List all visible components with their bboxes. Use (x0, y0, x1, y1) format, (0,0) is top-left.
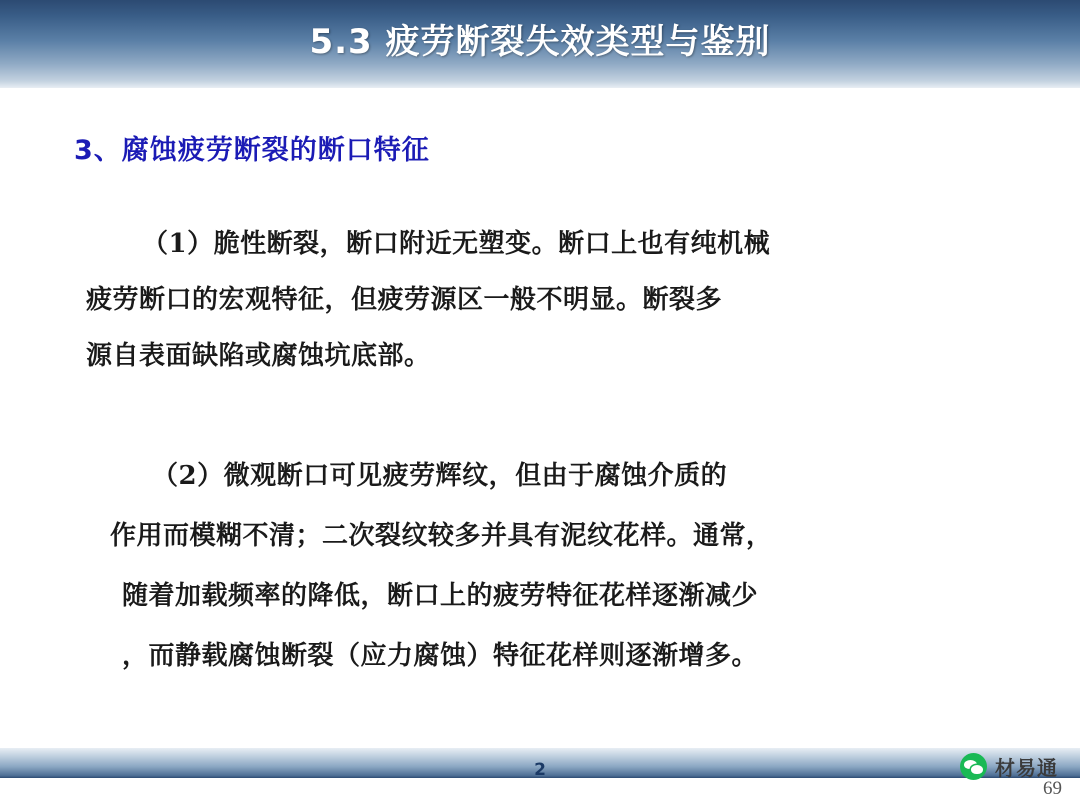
section-heading: 3、腐蚀疲劳断裂的断口特征 (74, 135, 430, 166)
paragraph-1-line-2: 疲劳断口的宏观特征，但疲劳源区一般不明显。断裂多 (86, 285, 723, 315)
slide-content (0, 88, 1080, 748)
paragraph-2 (96, 446, 1016, 686)
paragraph-1-line-1: （1）脆性断裂，断口附近无塑变。断口上也有纯机械 (142, 229, 771, 259)
page-title: 5.3 疲劳断裂失效类型与鉴别 (309, 22, 771, 62)
paragraph-2-line-3: 随着加载频率的降低，断口上的疲劳特征花样逐渐减少 (122, 581, 759, 611)
paragraph-2-line-4: ，而静载腐蚀断裂（应力腐蚀）特征花样则逐渐增多。 (122, 641, 759, 671)
watermark-label: 材易通 (995, 756, 1058, 780)
paragraph-1-line-3: 源自表面缺陷或腐蚀坑底部。 (86, 341, 431, 371)
page-number-right: 69 (1043, 778, 1062, 799)
paragraph-2-line-1: （2）微观断口可见疲劳辉纹，但由于腐蚀介质的 (152, 461, 728, 491)
paragraph-1 (86, 216, 996, 384)
page-number-center: 2 (534, 760, 546, 780)
slide-title-bar (0, 0, 1080, 89)
paragraph-2-line-2: 作用而模糊不清；二次裂纹较多并具有泥纹花样。通常， (110, 521, 773, 551)
